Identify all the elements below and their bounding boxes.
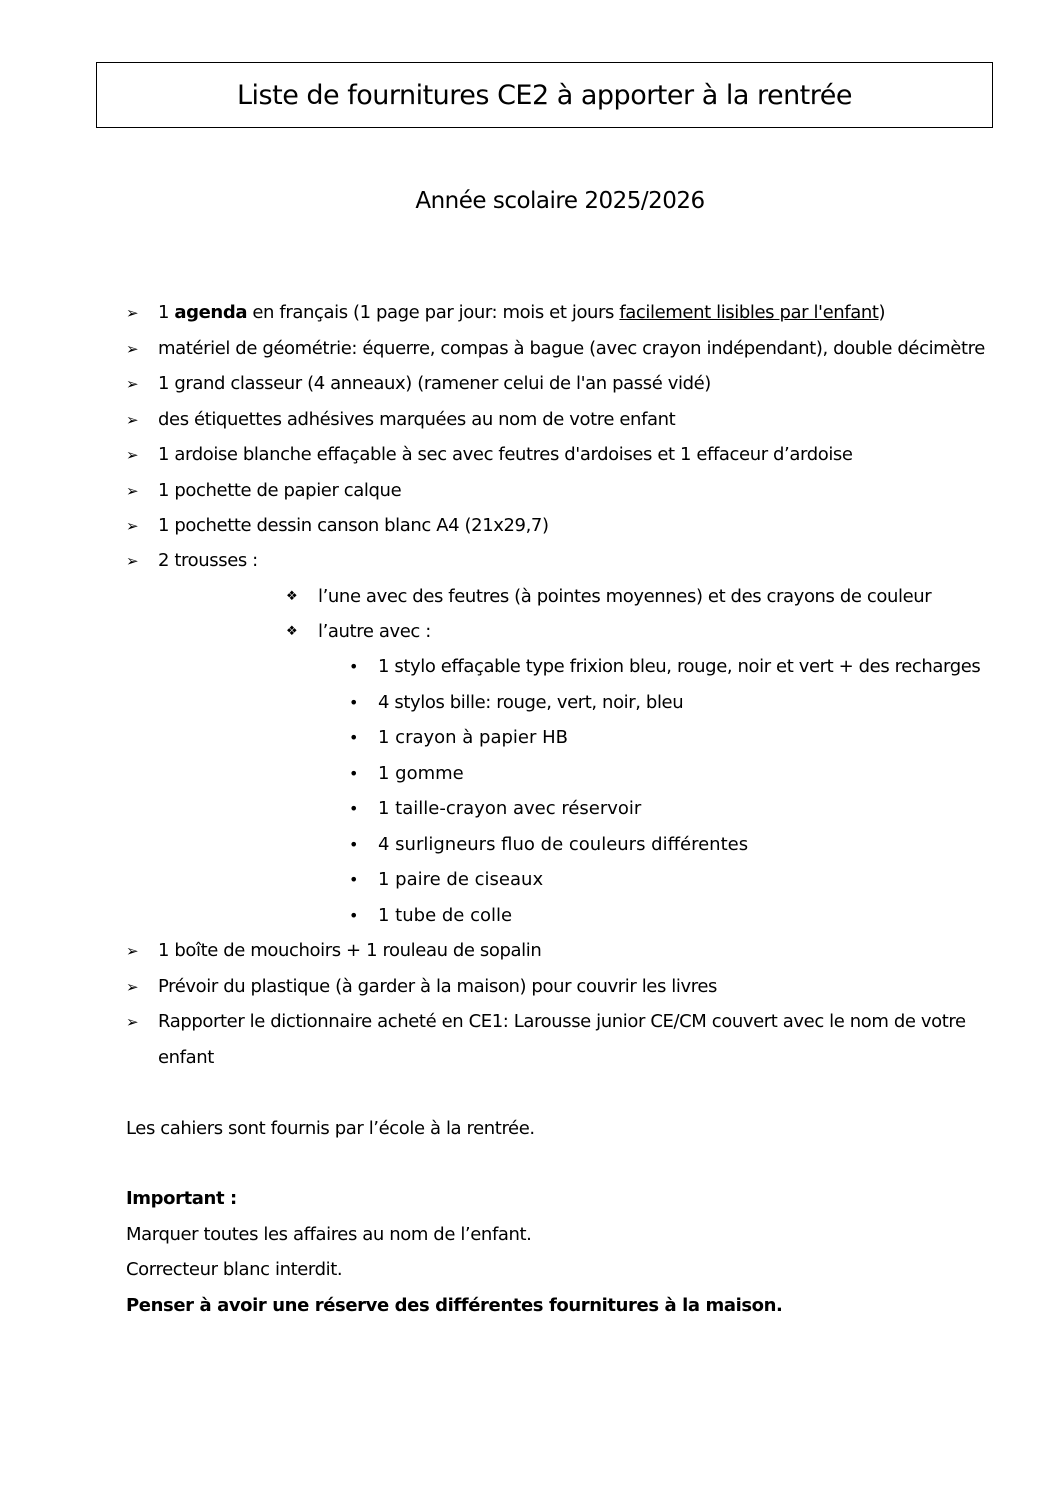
note-text: Les cahiers sont fournis par l’école à la rentrée. [126,1118,535,1139]
dot-bullet-icon: • [349,906,359,925]
item-text: 1 grand classeur (4 anneaux) (ramener celui de l'an passé vidé) [158,373,711,394]
item-text: ) [878,302,886,323]
dot-bullet-icon: • [349,870,359,889]
arrow-bullet-icon: ➢ [126,304,139,322]
arrow-bullet-icon: ➢ [126,552,139,570]
item-text: en français (1 page par jour: mois et jours [247,302,620,323]
dot-bullet-icon: • [349,693,359,712]
dot-bullet-icon: • [349,835,359,854]
arrow-bullet-icon: ➢ [126,375,139,393]
note-text: Correcteur blanc interdit. [126,1259,343,1280]
item-text: l’autre avec : [318,621,431,642]
item-text: 1 gomme [378,763,464,784]
school-year: Année scolaire 2025/2026 [415,188,705,214]
item-text: Prévoir du plastique (à garder à la maison) pour couvrir les livres [158,976,717,997]
item-text: 1 stylo effaçable type frixion bleu, rouge, noir et vert + des recharges [378,656,981,677]
document-title: Liste de fournitures CE2 à apporter à la rentrée [237,79,852,111]
item-text: 1 taille-crayon avec réservoir [378,798,642,819]
dot-bullet-icon: • [349,764,359,783]
item-bold-text: agenda [174,302,248,323]
item-text: 4 stylos bille: rouge, vert, noir, bleu [378,692,684,713]
arrow-bullet-icon: ➢ [126,411,139,429]
title-box [96,62,993,128]
diamond-bullet-icon: ❖ [286,589,298,604]
item-text: 1 tube de colle [378,905,513,926]
arrow-bullet-icon: ➢ [126,978,139,996]
item-text: l’une avec des feutres (à pointes moyennes) et des crayons de couleur [318,586,932,607]
note-text: Marquer toutes les affaires au nom de l’enfant. [126,1224,532,1245]
item-text: 1 pochette de papier calque [158,480,402,501]
item-text: 1 pochette dessin canson blanc A4 (21x29,7) [158,515,549,536]
arrow-bullet-icon: ➢ [126,942,139,960]
arrow-bullet-icon: ➢ [126,340,139,358]
item-text: 1 crayon à papier HB [378,727,569,748]
item-text: des étiquettes adhésives marquées au nom de votre enfant [158,409,676,430]
item-text: matériel de géométrie: équerre, compas à bague (avec crayon indépendant), double décimètre [158,338,985,359]
arrow-bullet-icon: ➢ [126,517,139,535]
item-text: 1 [158,302,175,323]
dot-bullet-icon: • [349,657,359,676]
arrow-bullet-icon: ➢ [126,446,139,464]
important-label: Important : [126,1188,237,1209]
dot-bullet-icon: • [349,728,359,747]
arrow-bullet-icon: ➢ [126,482,139,500]
item-text: 2 trousses : [158,550,258,571]
item-text: Rapporter le dictionnaire acheté en CE1: Larousse junior CE/CM couvert avec le nom de votre [158,1011,966,1032]
note-bold-text: Penser à avoir une réserve des différentes fournitures à la maison. [126,1295,783,1316]
arrow-bullet-icon: ➢ [126,1013,139,1031]
item-text: 4 surligneurs fluo de couleurs différentes [378,834,749,855]
item-text: 1 ardoise blanche effaçable à sec avec feutres d'ardoises et 1 effaceur d’ardoise [158,444,853,465]
item-text: enfant [158,1047,214,1068]
diamond-bullet-icon: ❖ [286,624,298,639]
item-underlined-text: facilement lisibles par l'enfant [619,302,879,323]
item-text: 1 paire de ciseaux [378,869,544,890]
item-text: 1 boîte de mouchoirs + 1 rouleau de sopalin [158,940,542,961]
dot-bullet-icon: • [349,799,359,818]
